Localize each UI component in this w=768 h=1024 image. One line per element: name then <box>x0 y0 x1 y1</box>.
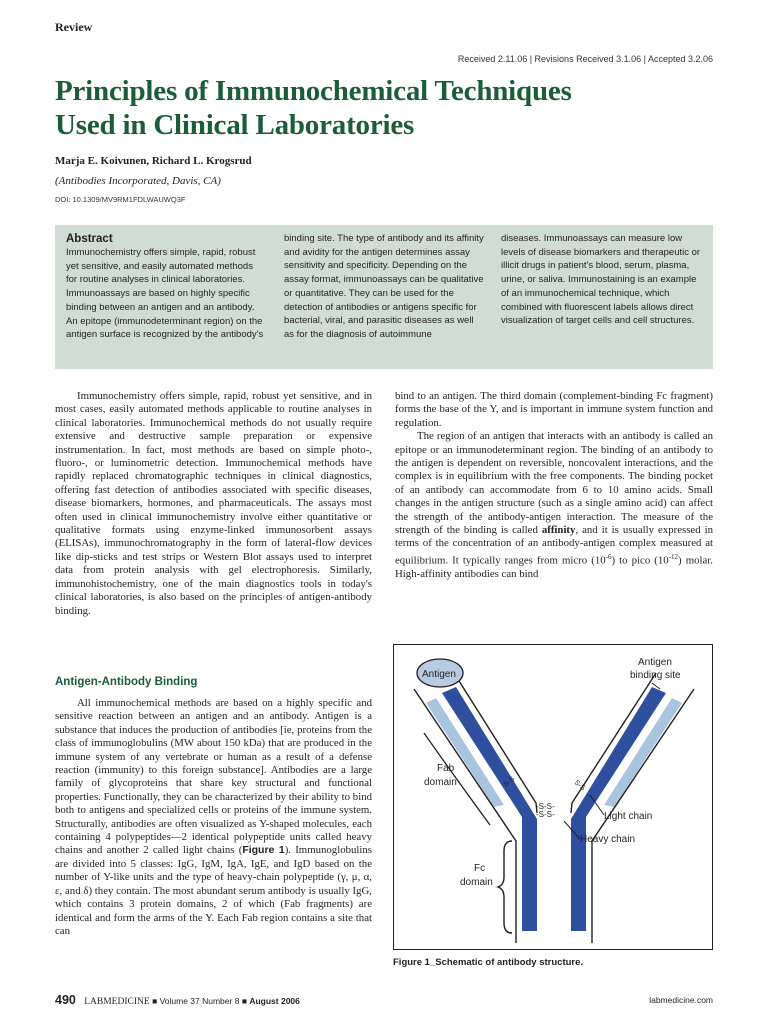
abstract-heading: Abstract <box>66 233 113 245</box>
fc-label-2: domain <box>460 877 493 888</box>
authors: Marja E. Koivunen, Richard L. Krogsrud <box>55 155 252 167</box>
antigen-label: Antigen <box>422 669 456 680</box>
footer-separator-1: ■ <box>152 996 158 1006</box>
binding-site-label-2: binding site <box>630 670 681 681</box>
disulfide-label-1: -S-S- <box>536 802 555 811</box>
fab-label-2: domain <box>424 777 457 788</box>
affiliation: (Antibodies Incorporated, Davis, CA) <box>55 175 221 187</box>
heavy-chain-left-arm <box>442 687 537 931</box>
doi[interactable]: DOI: 10.1309/MV9RM1FDLWAUWQ3F <box>55 195 186 204</box>
journal-name: LABMEDICINE <box>84 997 150 1007</box>
fc-label-1: Fc <box>474 863 486 874</box>
page-number: 490 <box>55 993 76 1007</box>
heavy-chain-right-arm <box>571 687 666 931</box>
received-dates: Received 2.11.06 | Revisions Received 3.1.06 | Accepted 3.2.06 <box>457 54 713 64</box>
figure-caption: Figure 1_Schematic of antibody structure. <box>393 957 584 968</box>
right-column-text: bind to an antigen. The third domain (complement-binding Fc fragment) forms the base of the Y, and is important in immune system function and regulation. The region of an antigen that interacts with an antibody is called an epitope or an immunodeterminant region. The binding of an antibody to the antigen is dependent on reversible, noncovalent interactions, and the complex is in equilibrium with the free components. The binding pocket of an antibody can accommodate from 6 to 10 amino acids. Small changes in the antigen structure (such as a single amino acid) can affect the strength of the antibody-antigen interaction. The measure of the strength of the binding is called affinity, and it is usually expressed in terms of the concentration of an antibody-antigen complex measured at equilibrium. It typically ranges from micro $(10^{-6})$ to pico $(10^{-12})$ molar. High-affinity antibodies can bind <box>395 390 713 580</box>
abstract-column-2: binding site. The type of antibody and its affinity and avidity for the antigen determines assay sensitivity and specificity. Depending on the assay format, immunoassays can be qualitative or quantitative. They can be used for the detection of antibodies or antigens specific for bacterial, viral, and parasitic diseases as well as for the diagnosis of autoimmune <box>284 233 484 340</box>
fab-label-1: Fab <box>437 763 455 774</box>
intro-paragraph: Immunochemistry offers simple, rapid, robust yet sensitive, and in most cases, easily automated methods applicable to routine analyses in clinical laboratories. Immunochemical methods do not usually require extensive and destructive sample preparation or expensive instrumentation. In fact, most methods are based on simple photo-, fluoro-, or luminometric detection. Immunochemical methods have rapidly replaced chromatographic techniques in clinical diagnostics, offering fast detection of antibodies associated with specific diseases, disease biomarkers, hormones, and pharmaceuticals. The assays most often used in clinical immunochemistry involve either quantitative or qualitative formats using enzyme-linked immunosorbent assays (ELISAs), immunochromatography in the form of lateral-flow devices like dip-sticks and test strips or Western Blot assays used to interpret data from protein analysis with gel electrophoresis. Similarly, immunohistochemistry, one of the main diagnostics tools in today's clinical laboratories, is also based on the principles of antigen-antibody binding. <box>55 390 372 617</box>
section-heading: Antigen-Antibody Binding <box>55 676 198 688</box>
journal-date: August 2006 <box>249 996 300 1006</box>
ss-bond-left: S-S <box>502 775 517 789</box>
abstract-box <box>55 225 713 369</box>
light-chain-label: Light chain <box>604 811 653 822</box>
section-label: Review <box>55 20 93 34</box>
journal-website[interactable]: labmedicine.com <box>649 995 713 1005</box>
section-paragraph: All immunochemical methods are based on a highly specific and sensitive reaction between an antigen and an antibody. Antigen is a substance that induces the production of antibodies [ie, proteins from the class of immunoglobulins (MW about 150 kDa) that are produced in the immune system of any vertebrate or human as a result of a defense reaction (immunity) to this foreign substance]. Antibodies are a large family of glycoproteins that share key structural and functional properties. Functionally, they can be characterized by their ability to bind both to antigens and specialized cells or proteins of the immune system. Structurally, antibodies are often visualized as Y-shaped molecules, each containing 4 polypeptides—2 identical polypeptide units called heavy chains and another 2 called light chains (Figure 1). Immunoglobulins are divided into 5 classes: IgG, IgM, IgA, IgE, and IgD based on the number of Y-like units and the type of heavy-chain polypeptide (γ, μ, α, ε, and δ) they contain. The most abundant serum antibody is usually IgG, which contains 3 protein domains, 2 of which (Fab fragments) are identical and form the arms of the Y. Each Fab region contains a site that can <box>55 697 372 937</box>
article-title: Principles of Immunochemical Techniques Used in Clinical Laboratories <box>55 75 572 141</box>
disulfide-label-2: -S-S- <box>536 810 555 819</box>
journal-issue: Volume 37 Number 8 <box>159 996 240 1006</box>
footer-separator-2: ■ <box>241 996 247 1006</box>
abstract-column-1: Abstract Immunochemistry offers simple, rapid, robust yet sensitive, and easily automated methods for routine analyses in clinical laboratories. Immunoassays are based on highly specific binding between an antigen and an antibody. An epitope (immunodeterminant region) on the antigen surface is recognized by the antibody's <box>66 232 266 342</box>
binding-site-label-1: Antigen <box>638 657 672 668</box>
ss-bond-right: S-S <box>572 779 587 793</box>
footer-left <box>55 993 300 1007</box>
abstract-column-3: diseases. Immunoassays can measure low levels of disease biomarkers and therapeutic or illicit drugs in patient's blood, serum, plasma, urine, or saliva. Immunostaining is an example of an immunochemical technique, which combined with fluorescent labels allows direct visualization of target cells and cell structures. <box>501 233 701 327</box>
heavy-chain-label: Heavy chain <box>580 834 636 845</box>
figure-reference[interactable]: Figure 1 <box>242 844 285 857</box>
affinity-term: affinity <box>541 524 576 537</box>
figure-1-frame <box>393 644 713 950</box>
fc-brace <box>498 841 512 933</box>
antibody-diagram <box>394 645 711 948</box>
